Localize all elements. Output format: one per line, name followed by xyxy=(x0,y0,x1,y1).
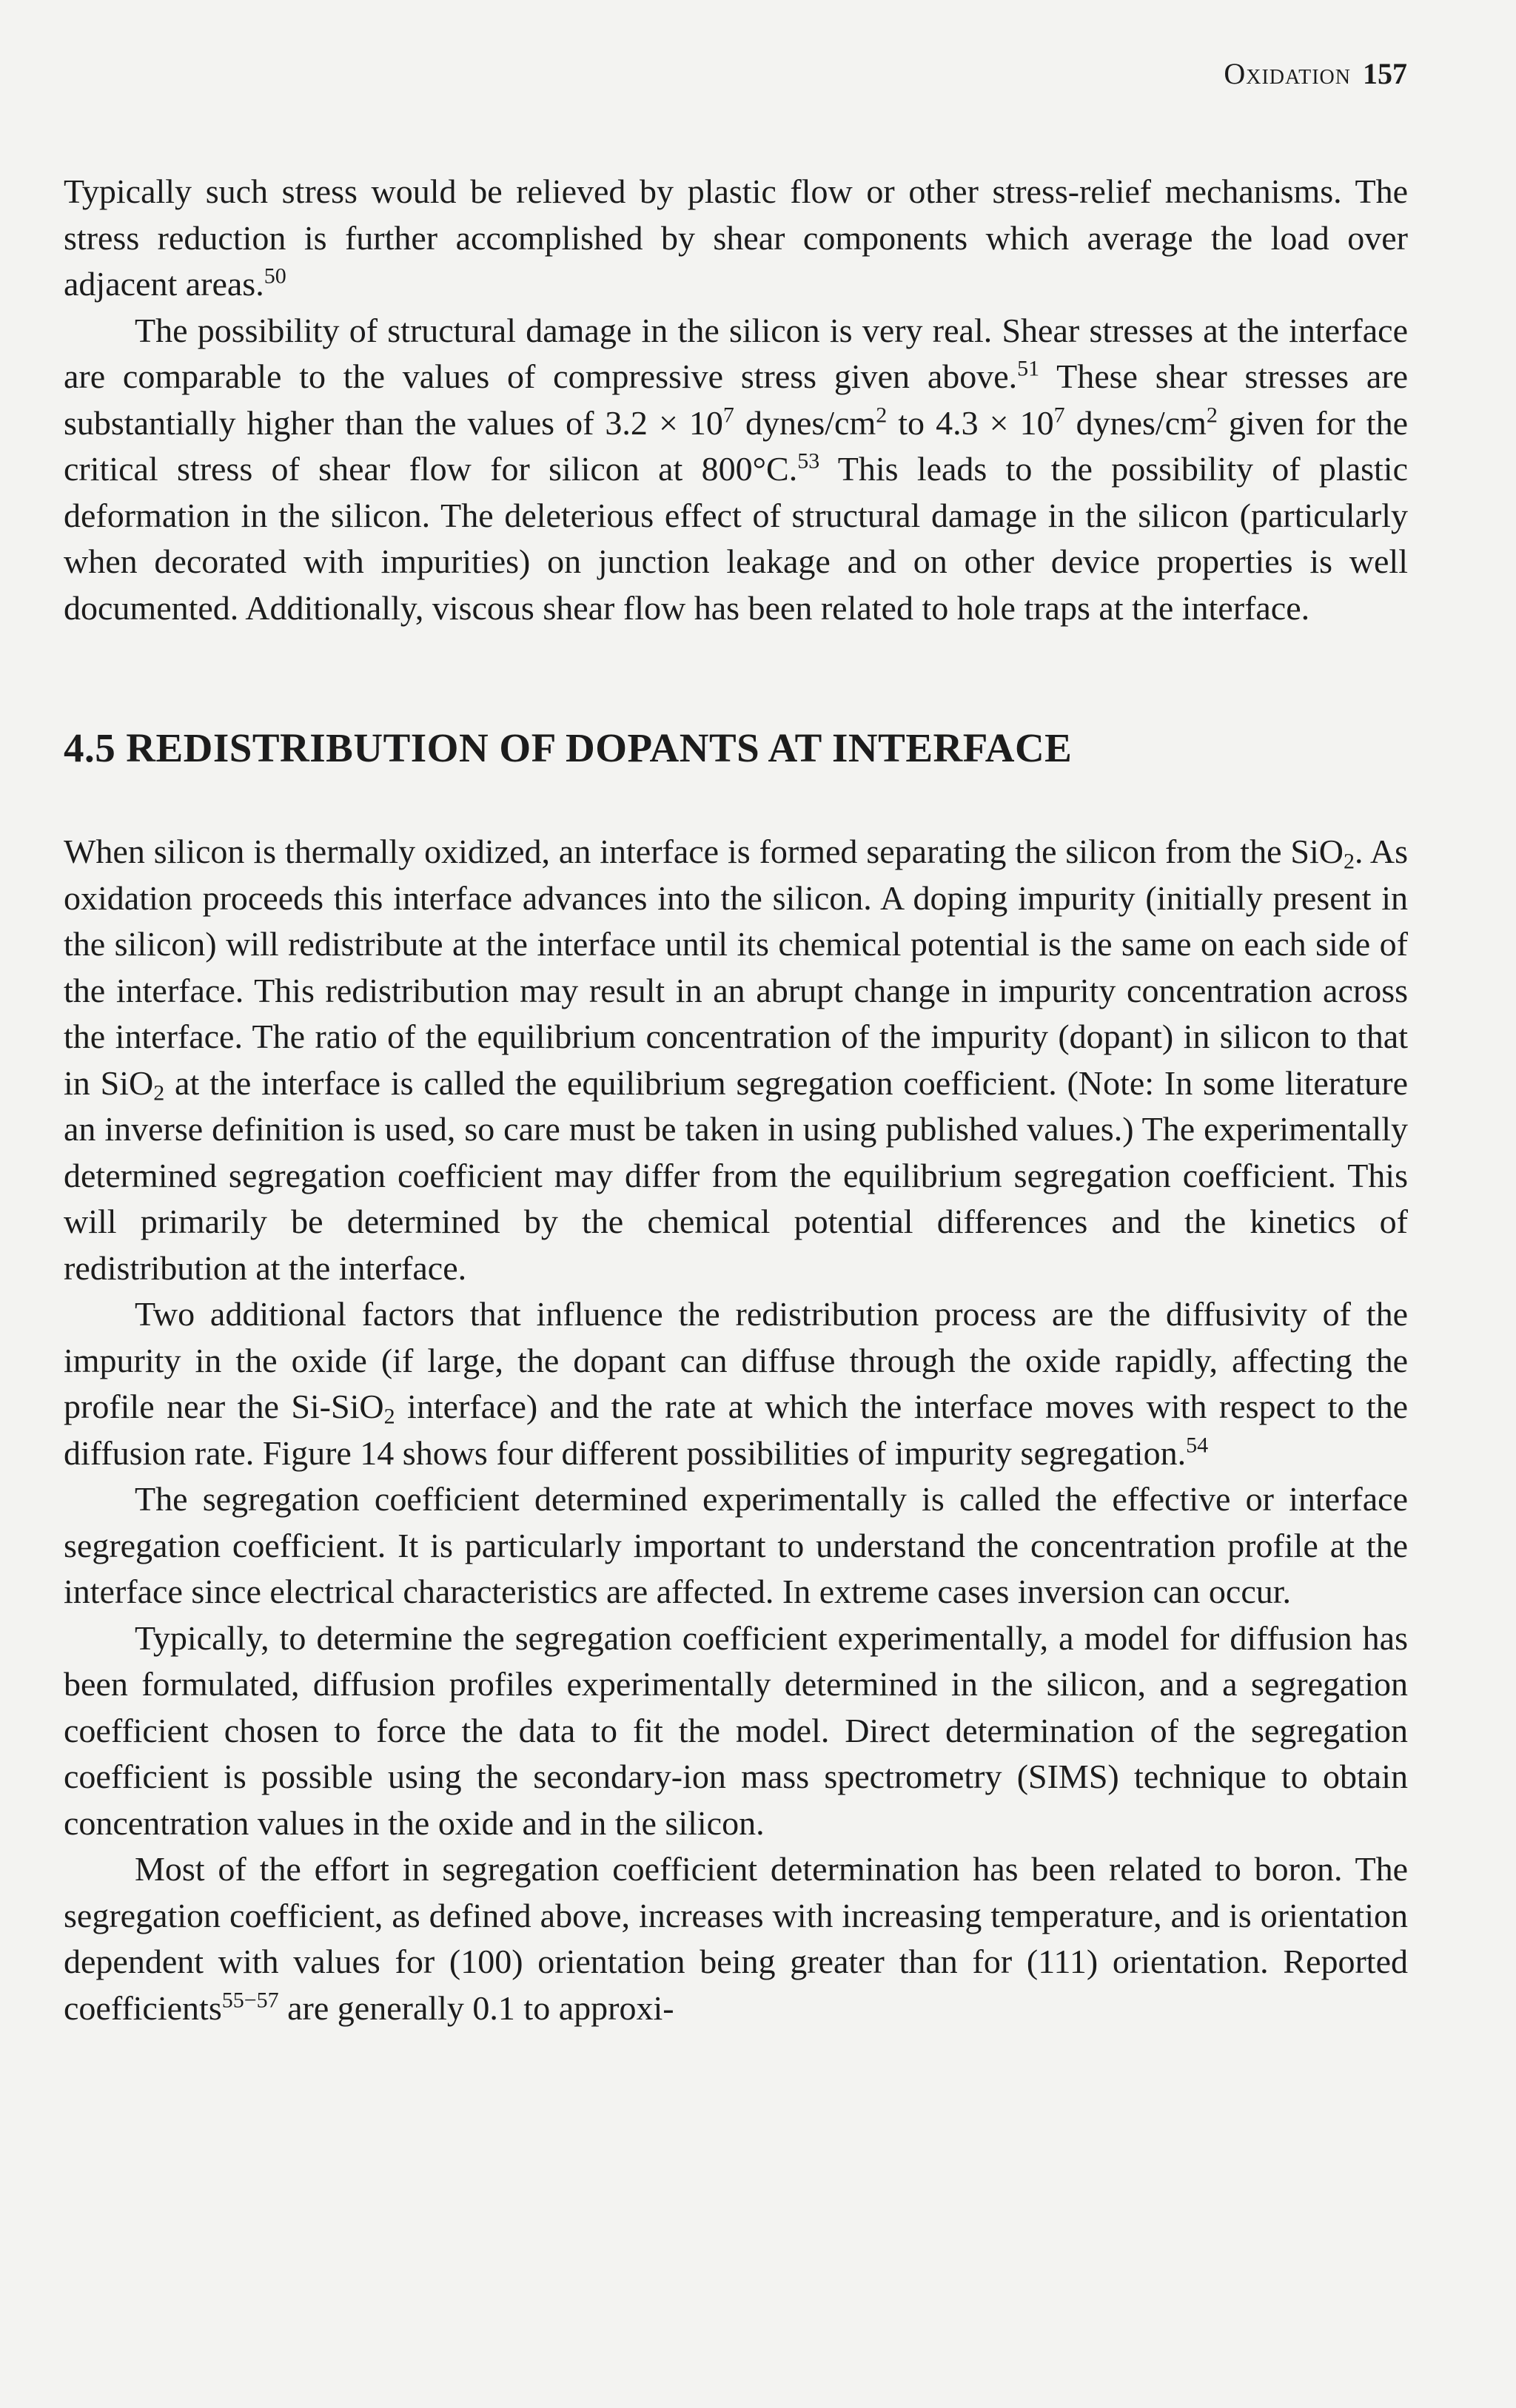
reference-superscript: 55−57 xyxy=(221,1988,279,2012)
paragraph-effective-coefficient xyxy=(64,1476,1408,1615)
book-page xyxy=(64,52,1408,2031)
paragraph-text: given for the critical stress of shear flow for silicon at 800°C. xyxy=(64,403,1409,488)
paragraph-additional-factors xyxy=(64,1291,1408,1476)
paragraph-experimental-determination xyxy=(64,1615,1408,1847)
paragraph-text: The possibility of structural damage in the silicon is very real. Shear stresses at the interface are comparable to the values of compressive stress given above. xyxy=(64,311,1408,395)
paragraph-structural-damage xyxy=(64,308,1408,632)
paragraph-text: Most of the effort in segregation coefficient determination has been related to boron. The segregation coefficient, as defined above, increases with increasing temperature, and is orientation dependent with values for (100) orientation being greater than for (111) orientation. Reported coefficients xyxy=(64,1850,1408,2027)
paragraph-text: Typically such stress would be relieved by plastic flow or other stress-relief mechanisms. The stress reduction is further accomplished by shear components which average the load over adjacent areas. xyxy=(64,172,1408,303)
paragraph-stress-relief xyxy=(64,169,1408,308)
paragraph-text: to 4.3 × 10 xyxy=(887,403,1054,442)
paragraph-text: This leads to the possibility of plastic deformation in the silicon. The deleterious effect of structural damage in the silicon (particularly when decorated with impurities) on junction leakage and on other device properties is well documented. Additionally, viscous shear flow has been related to hole traps at the interface. xyxy=(64,450,1409,627)
subscript: 2 xyxy=(383,1404,395,1429)
running-head-title: Oxidation xyxy=(1224,57,1351,90)
reference-superscript: 53 xyxy=(797,448,820,474)
paragraph-boron xyxy=(64,1846,1408,2031)
paragraph-text: at the interface is called the equilibrium segregation coefficient. (Note: In some literature an inverse definition is used, so care must be taken in using published values.) The experimentally determined segregation coefficient may differ from the equilibrium segregation coefficient. This will primarily be determined by the chemical potential differences and the kinetics of redistribution at the interface. xyxy=(64,1063,1408,1287)
exponent: 2 xyxy=(876,403,888,427)
paragraph-interface-formation xyxy=(64,829,1408,1291)
paragraph-text: . As oxidation proceeds this interface advances into the silicon. A doping impurity (initially present in the silicon) will redistribute at the interface until its chemical potential is the same on each side of the interface. This redistribution may result in an abrupt change in impurity concentration across the interface. The ratio of the equilibrium concentration of the impurity (dopant) in silicon to that in SiO xyxy=(64,833,1408,1102)
exponent: 7 xyxy=(1053,403,1065,427)
reference-superscript: 54 xyxy=(1186,1433,1209,1457)
reference-superscript: 51 xyxy=(1017,356,1040,381)
running-head xyxy=(64,52,1408,96)
paragraph-text: Typically, to determine the segregation coefficient experimentally, a model for diffusion has been formulated, diffusion profiles experimentally determined in the silicon, and a segregation coefficient chosen to force the data to fit the model. Direct determination of the segregation coefficient is possible using the secondary-ion mass spectrometry (SIMS) technique to obtain concentration values in the oxide and in the silicon. xyxy=(64,1618,1408,1842)
paragraph-text: are generally 0.1 to approxi- xyxy=(278,1988,674,2027)
paragraph-text: dynes/cm xyxy=(734,403,876,442)
subscript: 2 xyxy=(1344,849,1355,874)
exponent: 2 xyxy=(1206,403,1218,427)
paragraph-text: Two additional factors that influence the redistribution process are the diffusivity of the impurity in the oxide (if large, the dopant can diffuse through the oxide rapidly, affecting the profile near the Si-SiO xyxy=(64,1295,1408,1425)
paragraph-text: interface) and the rate at which the interface moves with respect to the diffusion rate. Figure 14 shows four different possibilities of impurity segregation. xyxy=(64,1388,1408,1472)
paragraph-text: When silicon is thermally oxidized, an interface is formed separating the silicon from the SiO xyxy=(64,833,1344,870)
reference-superscript: 50 xyxy=(264,263,286,289)
paragraph-text: dynes/cm xyxy=(1064,403,1207,442)
section-number: 4.5 xyxy=(64,725,116,770)
subscript: 2 xyxy=(153,1080,165,1105)
paragraph-text: The segregation coefficient determined experimentally is called the effective or interface segregation coefficient. It is particularly important to understand the concentration profile at the interface since electrical characteristics are affected. In extreme cases inversion can occur. xyxy=(64,1480,1408,1610)
section-heading xyxy=(64,722,1408,774)
paragraph-text: These shear stresses are substantially higher than the values of 3.2 × 10 xyxy=(64,357,1408,442)
section-title: REDISTRIBUTION OF DOPANTS AT INTERFACE xyxy=(126,725,1073,770)
exponent: 7 xyxy=(722,403,734,427)
page-number: 157 xyxy=(1363,57,1407,90)
